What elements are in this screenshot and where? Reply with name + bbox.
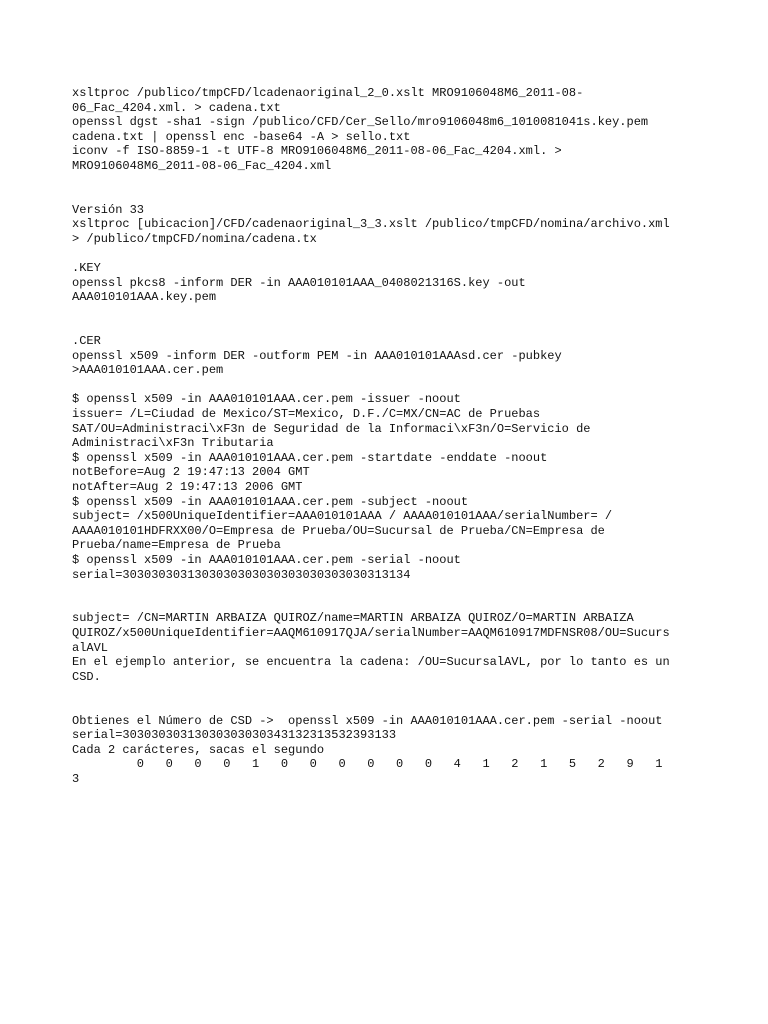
text-line: >AAA010101AAA.cer.pem xyxy=(72,363,224,378)
text-line: 06_Fac_4204.xml. > cadena.txt xyxy=(72,100,281,115)
text-line: AAA010101AAA.key.pem xyxy=(72,290,217,305)
text-line: AAAA010101HDFRXX00/O=Empresa de Prueba/OU=Sucursal de Prueba/CN=Empresa de xyxy=(72,523,605,538)
text-line: serial=30303030313030303030343132313532393133 xyxy=(72,728,397,743)
text-line: En el ejemplo anterior, se encuentra la cadena: /OU=SucursalAVL, por lo tanto es un xyxy=(72,655,670,670)
text-line: xsltproc [ubicacion]/CFD/cadenaoriginal_3_3.xslt /publico/tmpCFD/nomina/archivo.xml xyxy=(72,217,670,232)
blank-line xyxy=(72,684,712,699)
text-line: Cada 2 carácteres, sacas el segundo xyxy=(72,742,325,757)
text-line: cadena.txt | openssl enc -base64 -A > sello.txt xyxy=(72,129,411,144)
text-line: iconv -f ISO-8859-1 -t UTF-8 MRO9106048M6_2011-08-06_Fac_4204.xml. > xyxy=(72,144,562,159)
text-line: $ openssl x509 -in AAA010101AAA.cer.pem -startdate -enddate -noout xyxy=(72,450,548,465)
text-line: $ openssl x509 -in AAA010101AAA.cer.pem -subject -noout xyxy=(72,494,469,509)
text-line: openssl pkcs8 -inform DER -in AAA010101AAA_0408021316S.key -out xyxy=(72,275,526,290)
blank-line xyxy=(72,247,712,262)
blank-line xyxy=(72,305,712,320)
text-line: .KEY xyxy=(72,261,101,276)
text-line: xsltproc /publico/tmpCFD/lcadenaoriginal_2_0.xslt MRO9106048M6_2011-08- xyxy=(72,86,584,100)
text-line: .CER xyxy=(72,334,101,349)
text-line: CSD. xyxy=(72,669,101,684)
blank-line xyxy=(72,582,712,597)
text-line: issuer= /L=Ciudad de Mexico/ST=Mexico, D.F./C=MX/CN=AC de Pruebas xyxy=(72,407,541,422)
text-line: alAVL xyxy=(72,640,109,655)
document-page xyxy=(72,86,712,787)
text-line: 3 xyxy=(72,771,80,786)
blank-line xyxy=(72,378,712,393)
blank-line xyxy=(72,174,712,189)
text-line: Versión 33 xyxy=(72,202,145,217)
blank-line xyxy=(72,699,712,714)
blank-line xyxy=(72,188,712,203)
text-line: subject= /CN=MARTIN ARBAIZA QUIROZ/name=MARTIN ARBAIZA QUIROZ/O=MARTIN ARBAIZA xyxy=(72,611,634,626)
blank-line xyxy=(72,597,712,612)
blank-line xyxy=(72,320,712,335)
text-line: Administraci\xF3n Tributaria xyxy=(72,436,274,451)
text-line: Obtienes el Número de CSD -> openssl x509 -in AAA010101AAA.cer.pem -serial -noout xyxy=(72,713,663,728)
text-line: $ openssl x509 -in AAA010101AAA.cer.pem -serial -noout xyxy=(72,553,461,567)
text-line: Prueba/name=Empresa de Prueba xyxy=(72,538,281,553)
text-line: notAfter=Aug 2 19:47:13 2006 GMT xyxy=(72,480,303,495)
text-line: 0 0 0 0 1 0 0 0 0 0 0 4 1 2 1 5 2 9 1 xyxy=(72,757,663,772)
text-line: SAT/OU=Administraci\xF3n de Seguridad de la Informaci\xF3n/O=Servicio de xyxy=(72,421,591,436)
text-line: > /publico/tmpCFD/nomina/cadena.tx xyxy=(72,231,317,246)
text-line: serial=3030303031303030303030303030303030313134 xyxy=(72,567,411,582)
text-line: MRO9106048M6_2011-08-06_Fac_4204.xml xyxy=(72,158,332,173)
text-line: openssl x509 -inform DER -outform PEM -in AAA010101AAAsd.cer -pubkey xyxy=(72,348,562,363)
text-line: notBefore=Aug 2 19:47:13 2004 GMT xyxy=(72,465,310,480)
text-line: subject= /x500UniqueIdentifier=AAA010101AAA / AAAA010101AAA/serialNumber= / xyxy=(72,509,613,524)
text-line: QUIROZ/x500UniqueIdentifier=AAQM610917QJA/serialNumber=AAQM610917MDFNSR08/OU=Sucurs xyxy=(72,625,670,640)
text-line: openssl dgst -sha1 -sign /publico/CFD/Cer_Sello/mro9106048m6_1010081041s.key.pem xyxy=(72,115,649,130)
text-line: $ openssl x509 -in AAA010101AAA.cer.pem -issuer -noout xyxy=(72,392,461,407)
